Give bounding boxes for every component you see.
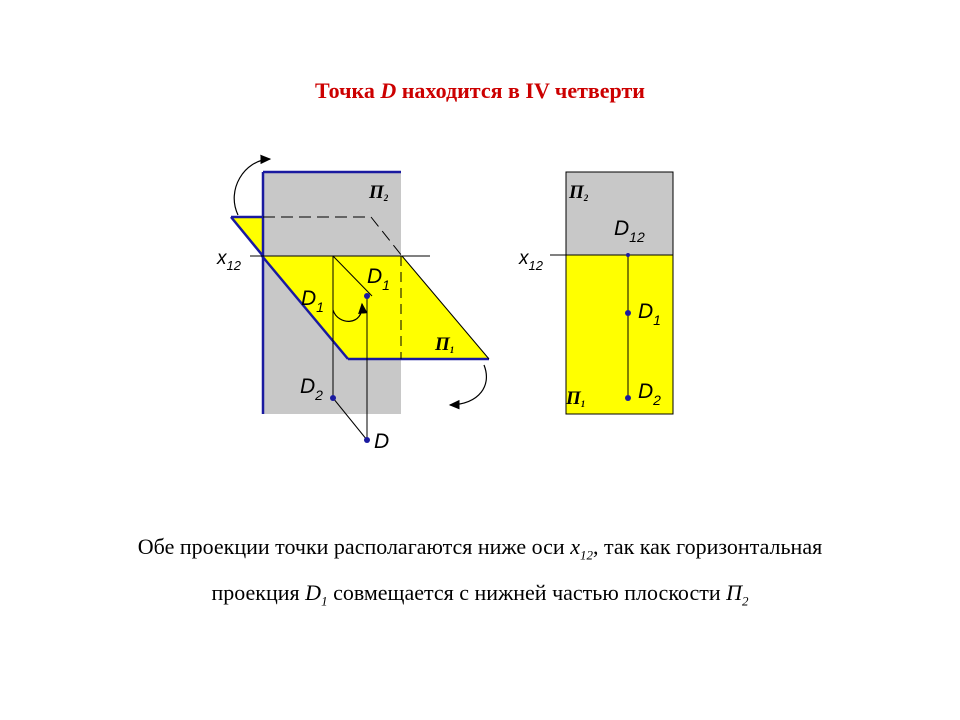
epure <box>518 172 673 414</box>
caption-line-2: проекция $D_1$ совмещается с нижней частью плоскости $П_2$ <box>211 580 749 609</box>
label-x12-right: $x_{12}$ <box>519 248 543 273</box>
label-pi1-left: П1 <box>435 334 455 355</box>
caption <box>0 528 960 621</box>
epure-pi1-region <box>566 255 673 414</box>
point-d2-left <box>330 395 336 401</box>
label-d2-epure: $D_2$ <box>638 380 661 408</box>
label-d: D <box>374 430 390 453</box>
point-d1-left <box>364 293 370 299</box>
label-d2-left: $D_2$ <box>300 375 323 403</box>
point-d2-epure <box>625 395 631 401</box>
label-pi2-epure: П2 <box>569 182 589 203</box>
point-d12 <box>626 253 630 257</box>
point-d <box>364 437 370 443</box>
label-pi1-epure: П1 <box>566 388 586 409</box>
point-d1-epure <box>625 310 631 316</box>
title-point: D <box>380 78 397 103</box>
rotation-arrow-bottom <box>450 365 486 405</box>
slide-title: Точка D находится в IV четверти <box>314 78 645 103</box>
label-d1-left: $D_1$ <box>301 287 324 315</box>
label-x12-left: $x_{12}$ <box>217 248 241 273</box>
label-pi2-left: П2 <box>369 182 389 203</box>
label-d1-epure: $D_1$ <box>638 300 661 328</box>
caption-line-1: Обе проекции точки располагаются ниже оси $x_{12}$, так как горизонтальная <box>137 534 823 563</box>
label-d12: $D_{12}$ <box>614 217 645 245</box>
label-d1-right: $D_1$ <box>367 265 390 293</box>
spatial-model <box>216 159 489 453</box>
